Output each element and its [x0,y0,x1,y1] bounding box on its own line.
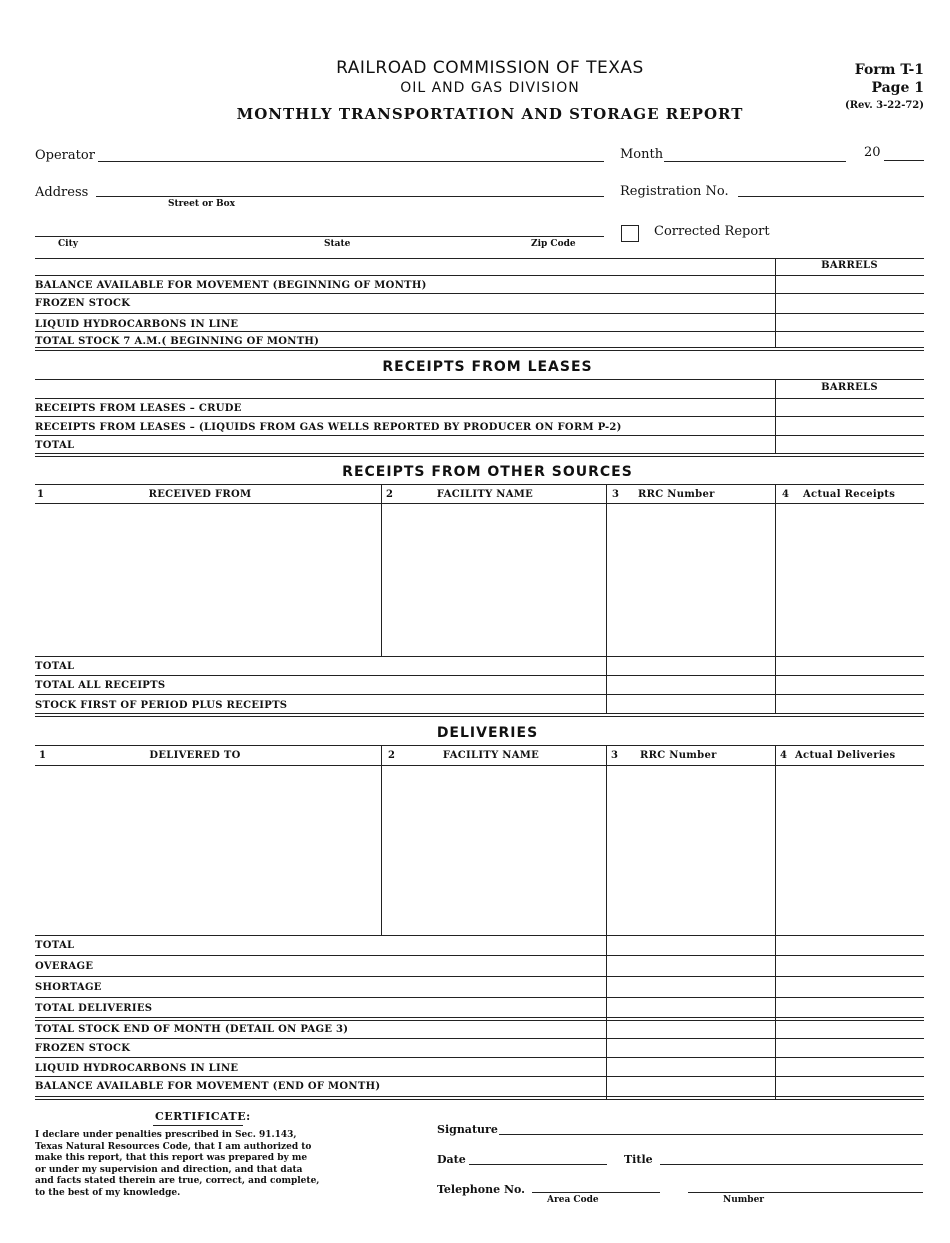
revision-date: (Rev. 3-22-72) [845,100,924,111]
delivery-total-row: TOTAL DELIVERIES [35,1003,153,1014]
col-rrc-number: RRC Number [638,489,715,500]
delivery-facility-entries[interactable] [382,766,605,934]
col-number: 4 [782,489,790,500]
received-from-entries[interactable] [36,504,380,655]
registration-label: Registration No. [620,184,729,199]
state-hint: State [324,239,351,249]
title-field[interactable] [660,1164,923,1165]
page-number: Page 1 [871,80,924,96]
area-code-hint: Area Code [547,1195,599,1205]
col-number: 1 [39,750,47,761]
col-number: 2 [388,750,396,761]
month-label: Month [620,147,664,162]
month-field[interactable] [664,161,846,162]
operator-field[interactable] [98,161,604,162]
total-row: TOTAL [35,661,75,672]
barrels-header: BARRELS [821,382,878,393]
total-row: TOTAL ALL RECEIPTS [35,680,166,691]
other-sources-title: RECEIPTS FROM OTHER SOURCES [342,464,633,480]
delivery-total-row: OVERAGE [35,961,94,972]
delivered-to-entries[interactable] [36,766,380,934]
delivery-total-row: TOTAL STOCK END OF MONTH (DETAIL ON PAGE 3) [35,1024,349,1035]
date-field[interactable] [469,1164,607,1165]
total-row: STOCK FIRST OF PERIOD PLUS RECEIPTS [35,700,288,711]
report-title: MONTHLY TRANSPORTATION AND STORAGE REPORT [236,105,744,123]
delivery-rrc-entries[interactable] [607,766,774,934]
agency-name: RAILROAD COMMISSION OF TEXAS [336,58,644,78]
street-hint: Street or Box [168,199,235,209]
city-hint: City [58,239,78,249]
col-facility-name: FACILITY NAME [442,750,540,761]
delivery-total-row: BALANCE AVAILABLE FOR MOVEMENT (END OF MONTH) [35,1081,381,1092]
actual-deliveries-entries[interactable] [776,766,924,934]
delivery-total-row: FROZEN STOCK [35,1043,131,1054]
balance-row: FROZEN STOCK [35,298,131,309]
certificate-title: CERTIFICATE: [155,1110,251,1123]
corrected-report-label: Corrected Report [654,224,770,239]
balance-row: TOTAL STOCK 7 A.M.( BEGINNING OF MONTH) [35,336,320,347]
col-facility-name: FACILITY NAME [436,489,534,500]
delivery-total-row: LIQUID HYDROCARBONS IN LINE [35,1063,239,1074]
date-label: Date [437,1153,466,1166]
col-actual-receipts: Actual Receipts [803,489,896,500]
delivery-total-row: SHORTAGE [35,982,102,993]
registration-field[interactable] [738,196,924,197]
city-state-zip-field[interactable] [35,236,604,237]
corrected-report-checkbox[interactable] [621,225,639,242]
number-hint: Number [723,1195,765,1205]
zip-hint: Zip Code [531,239,576,249]
deliveries-title: DELIVERIES [436,725,539,741]
lease-row: RECEIPTS FROM LEASES – (LIQUIDS FROM GAS WELLS REPORTED BY PRODUCER ON FORM P-2) [35,422,622,433]
lease-row: RECEIPTS FROM LEASES – CRUDE [35,403,242,414]
balance-row: LIQUID HYDROCARBONS IN LINE [35,319,239,330]
year-field[interactable] [884,160,924,161]
actual-receipts-entries[interactable] [776,504,924,655]
year-prefix: 20 [864,145,881,160]
title-label: Title [624,1153,653,1166]
address-field[interactable] [96,196,604,197]
certificate-text: I declare under penalties prescribed in Sec. 91.143, Texas Natural Resources Code, that I am authorized to make this report, that this report was prepared by me or under my supervision and direction, and that data and facts stated therein are true, correct, and complete, to the best of my knowledge. [35,1130,320,1198]
signature-label: Signature [437,1123,498,1136]
operator-label: Operator [35,148,95,163]
delivery-total-row: TOTAL [35,940,75,951]
area-code-field[interactable] [532,1192,660,1193]
receipt-facility-entries[interactable] [382,504,605,655]
telephone-label: Telephone No. [437,1183,525,1196]
col-rrc-number: RRC Number [640,750,717,761]
phone-number-field[interactable] [688,1192,923,1193]
leases-title: RECEIPTS FROM LEASES [382,359,593,375]
col-actual-deliveries: Actual Deliveries [795,750,896,761]
col-number: 3 [612,489,620,500]
balance-row: BALANCE AVAILABLE FOR MOVEMENT (BEGINNING OF MONTH) [35,280,427,291]
address-label: Address [35,185,89,200]
signature-field[interactable] [499,1134,923,1135]
col-number: 3 [611,750,619,761]
col-number: 1 [37,489,45,500]
lease-row: TOTAL [35,440,75,451]
col-number: 2 [386,489,394,500]
division-name: OIL AND GAS DIVISION [400,80,580,96]
barrels-header: BARRELS [821,260,878,271]
col-delivered-to: DELIVERED TO [149,750,241,761]
receipt-rrc-entries[interactable] [607,504,774,655]
col-number: 4 [780,750,788,761]
col-received-from: RECEIVED FROM [148,489,252,500]
form-id: Form T-1 [854,62,924,78]
